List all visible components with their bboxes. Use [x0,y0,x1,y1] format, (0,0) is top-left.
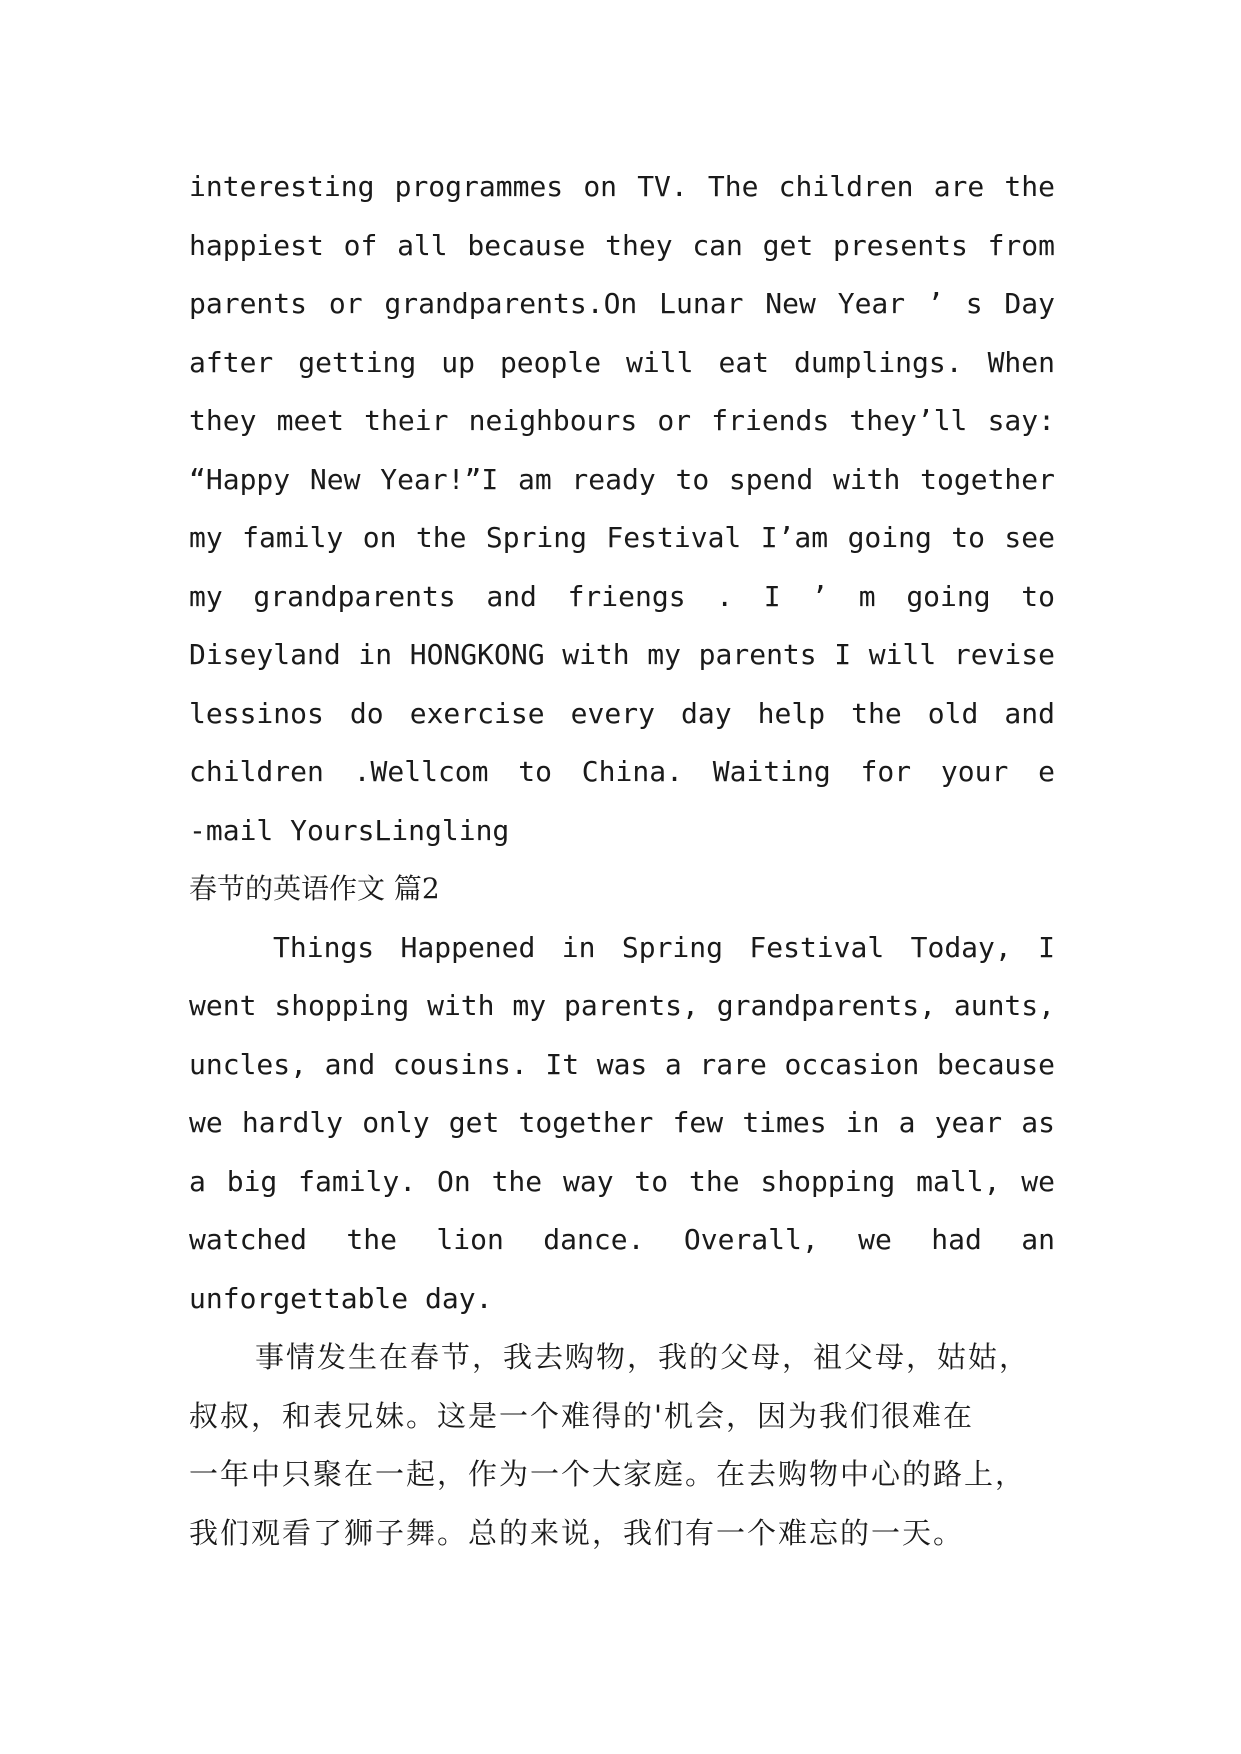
text-line: 一年中只聚在一起，作为一个大家庭。在去购物中心的路上， [189,1457,1027,1491]
text-line: “Happy New Year!”I am ready to spend with together [189,462,1055,496]
text-line: my grandparents and friengs . I ’ m going to [189,579,1055,613]
text-line: we hardly only get together few times in a year as [189,1106,1055,1139]
document-body [189,158,1055,1562]
text-line: went shopping with my parents, grandparents, aunts, [189,989,1055,1022]
text-line: after getting up people will eat dumplings. When [189,345,1055,379]
english-essay-paragraph [189,919,1055,1329]
text-line: Things Happened in Spring Festival Today, I [273,930,1055,964]
text-line: a big family. On the way to the shopping mall, we [189,1164,1055,1198]
text-line: 事情发生在春节，我去购物，我的父母，祖父母，姑姑， [255,1340,1031,1374]
text-line: unforgettable day. [189,1281,493,1315]
text-line: uncles, and cousins. It was a rare occasion because [189,1047,1055,1081]
english-letter-paragraph [189,158,1055,860]
text-line: my family on the Spring Festival I’am going to see [189,521,1055,554]
text-line: Diseyland in HONGKONG with my parents I will revise [189,638,1055,671]
section-heading: 春节的英语作文 篇2 [189,872,440,905]
text-line: lessinos do exercise every day help the old and [189,696,1055,730]
text-line: interesting programmes on TV. The children are the [189,170,1055,203]
text-line: parents or grandparents.On Lunar New Year ’ s Day [189,287,1055,320]
text-line: -mail YoursLingling [189,813,510,847]
chinese-translation-paragraph [189,1328,1055,1562]
text-line: they meet their neighbours or friends they’ll say: [189,404,1055,437]
text-line: 我们观看了狮子舞。总的来说，我们有一个难忘的一天。 [189,1515,965,1550]
text-line: watched the lion dance. Overall, we had an [189,1223,1055,1256]
text-line: children .Wellcom to China. Waiting for your e [189,755,1055,788]
text-line: 叔叔，和表兄妹。这是一个难得的'机会，因为我们很难在 [189,1398,974,1433]
text-line: happiest of all because they can get presents from [189,228,1055,262]
